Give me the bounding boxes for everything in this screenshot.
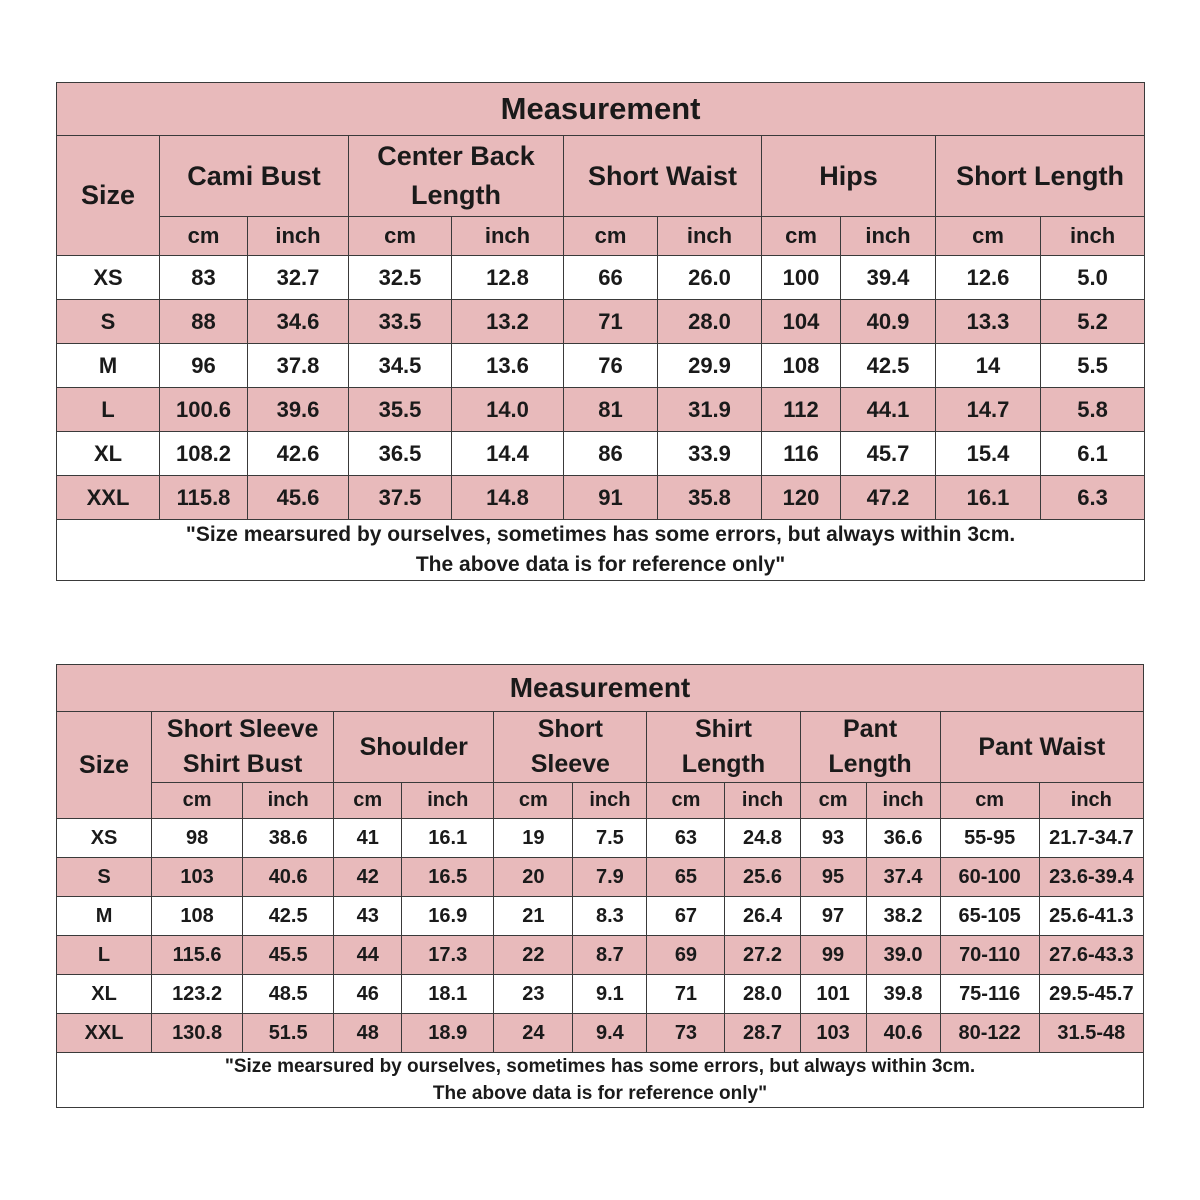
unit-header: cm xyxy=(160,217,248,256)
table-row xyxy=(57,388,1145,432)
value-cell: 18.9 xyxy=(402,1014,494,1053)
value-cell: 103 xyxy=(152,858,243,897)
table-row xyxy=(57,256,1145,300)
value-cell: 16.5 xyxy=(402,858,494,897)
value-cell: 71 xyxy=(564,300,658,344)
value-cell: 35.8 xyxy=(658,476,762,520)
value-cell: 39.6 xyxy=(248,388,349,432)
size-cell: L xyxy=(57,936,152,975)
size-cell: M xyxy=(57,344,160,388)
value-cell: 31.9 xyxy=(658,388,762,432)
unit-header: inch xyxy=(573,783,647,819)
unit-header: inch xyxy=(452,217,564,256)
value-cell: 42.6 xyxy=(248,432,349,476)
size-rows xyxy=(57,256,1145,520)
table-row xyxy=(57,975,1144,1014)
table-row xyxy=(57,476,1145,520)
value-cell: 32.7 xyxy=(248,256,349,300)
value-cell: 8.7 xyxy=(573,936,647,975)
value-cell: 28.0 xyxy=(658,300,762,344)
unit-header: cm xyxy=(564,217,658,256)
value-cell: 88 xyxy=(160,300,248,344)
value-cell: 65-105 xyxy=(940,897,1039,936)
value-cell: 32.5 xyxy=(349,256,452,300)
value-cell: 34.5 xyxy=(349,344,452,388)
table-row xyxy=(57,819,1144,858)
size-cell: XS xyxy=(57,819,152,858)
size-column-header: Size xyxy=(57,712,152,819)
value-cell: 42.5 xyxy=(841,344,936,388)
value-cell: 5.2 xyxy=(1041,300,1145,344)
size-chart-bottom xyxy=(56,664,1144,1108)
value-cell: 103 xyxy=(800,1014,866,1053)
unit-header: inch xyxy=(866,783,940,819)
unit-header: cm xyxy=(152,783,243,819)
value-cell: 14.0 xyxy=(452,388,564,432)
value-cell: 29.5-45.7 xyxy=(1039,975,1143,1014)
value-cell: 7.9 xyxy=(573,858,647,897)
value-cell: 37.5 xyxy=(349,476,452,520)
value-cell: 9.4 xyxy=(573,1014,647,1053)
chart-title: Measurement xyxy=(57,665,1144,712)
value-cell: 37.4 xyxy=(866,858,940,897)
table-row xyxy=(57,300,1145,344)
group-header-pant-length: Pant Length xyxy=(800,712,940,783)
value-cell: 14.4 xyxy=(452,432,564,476)
value-cell: 97 xyxy=(800,897,866,936)
group-header-short-sleeve-shirt-bust: Short Sleeve Shirt Bust xyxy=(152,712,334,783)
value-cell: 39.4 xyxy=(841,256,936,300)
value-cell: 12.8 xyxy=(452,256,564,300)
value-cell: 7.5 xyxy=(573,819,647,858)
table-row xyxy=(57,432,1145,476)
value-cell: 14.7 xyxy=(936,388,1041,432)
value-cell: 115.8 xyxy=(160,476,248,520)
value-cell: 95 xyxy=(800,858,866,897)
value-cell: 67 xyxy=(647,897,725,936)
group-header-hips: Hips xyxy=(762,136,936,217)
value-cell: 21 xyxy=(494,897,573,936)
group-header-short-length: Short Length xyxy=(936,136,1145,217)
value-cell: 120 xyxy=(762,476,841,520)
value-cell: 99 xyxy=(800,936,866,975)
value-cell: 25.6-41.3 xyxy=(1039,897,1143,936)
unit-header: cm xyxy=(334,783,402,819)
value-cell: 18.1 xyxy=(402,975,494,1014)
value-cell: 93 xyxy=(800,819,866,858)
unit-header: inch xyxy=(658,217,762,256)
value-cell: 73 xyxy=(647,1014,725,1053)
value-cell: 20 xyxy=(494,858,573,897)
group-header-center-back-length: Center Back Length xyxy=(349,136,564,217)
value-cell: 100 xyxy=(762,256,841,300)
disclaimer-note: "Size mearsured by ourselves, sometimes has some errors, but always within 3cm. The above data is for reference only" xyxy=(57,520,1145,581)
size-column-header: Size xyxy=(57,136,160,256)
value-cell: 98 xyxy=(152,819,243,858)
value-cell: 91 xyxy=(564,476,658,520)
value-cell: 81 xyxy=(564,388,658,432)
value-cell: 34.6 xyxy=(248,300,349,344)
size-cell: XXL xyxy=(57,476,160,520)
group-header-shoulder: Shoulder xyxy=(334,712,494,783)
value-cell: 29.9 xyxy=(658,344,762,388)
value-cell: 27.6-43.3 xyxy=(1039,936,1143,975)
unit-header: cm xyxy=(800,783,866,819)
value-cell: 24 xyxy=(494,1014,573,1053)
value-cell: 108 xyxy=(152,897,243,936)
unit-header: inch xyxy=(243,783,334,819)
value-cell: 48.5 xyxy=(243,975,334,1014)
unit-header: inch xyxy=(1039,783,1143,819)
value-cell: 33.5 xyxy=(349,300,452,344)
size-cell: XL xyxy=(57,432,160,476)
value-cell: 24.8 xyxy=(725,819,800,858)
unit-header: cm xyxy=(494,783,573,819)
value-cell: 33.9 xyxy=(658,432,762,476)
value-cell: 5.0 xyxy=(1041,256,1145,300)
value-cell: 26.4 xyxy=(725,897,800,936)
unit-header: inch xyxy=(402,783,494,819)
unit-header: inch xyxy=(248,217,349,256)
value-cell: 36.5 xyxy=(349,432,452,476)
unit-header: inch xyxy=(841,217,936,256)
value-cell: 23.6-39.4 xyxy=(1039,858,1143,897)
table-row xyxy=(57,936,1144,975)
table-row xyxy=(57,344,1145,388)
value-cell: 116 xyxy=(762,432,841,476)
value-cell: 19 xyxy=(494,819,573,858)
value-cell: 108.2 xyxy=(160,432,248,476)
value-cell: 16.1 xyxy=(402,819,494,858)
chart-title: Measurement xyxy=(57,83,1145,136)
size-rows xyxy=(57,819,1144,1053)
value-cell: 123.2 xyxy=(152,975,243,1014)
value-cell: 66 xyxy=(564,256,658,300)
value-cell: 23 xyxy=(494,975,573,1014)
value-cell: 5.8 xyxy=(1041,388,1145,432)
value-cell: 14.8 xyxy=(452,476,564,520)
value-cell: 28.0 xyxy=(725,975,800,1014)
table-row xyxy=(57,858,1144,897)
value-cell: 17.3 xyxy=(402,936,494,975)
value-cell: 44.1 xyxy=(841,388,936,432)
size-cell: XS xyxy=(57,256,160,300)
value-cell: 60-100 xyxy=(940,858,1039,897)
size-cell: L xyxy=(57,388,160,432)
value-cell: 39.0 xyxy=(866,936,940,975)
value-cell: 130.8 xyxy=(152,1014,243,1053)
group-header-pant-waist: Pant Waist xyxy=(940,712,1143,783)
value-cell: 65 xyxy=(647,858,725,897)
group-header-short-waist: Short Waist xyxy=(564,136,762,217)
value-cell: 14 xyxy=(936,344,1041,388)
value-cell: 83 xyxy=(160,256,248,300)
value-cell: 13.2 xyxy=(452,300,564,344)
value-cell: 45.7 xyxy=(841,432,936,476)
value-cell: 86 xyxy=(564,432,658,476)
value-cell: 47.2 xyxy=(841,476,936,520)
value-cell: 115.6 xyxy=(152,936,243,975)
value-cell: 42.5 xyxy=(243,897,334,936)
value-cell: 69 xyxy=(647,936,725,975)
value-cell: 40.6 xyxy=(866,1014,940,1053)
unit-header: cm xyxy=(349,217,452,256)
disclaimer-note: "Size mearsured by ourselves, sometimes has some errors, but always within 3cm. The above data is for reference only" xyxy=(57,1053,1144,1108)
unit-header: inch xyxy=(725,783,800,819)
unit-header: cm xyxy=(936,217,1041,256)
value-cell: 35.5 xyxy=(349,388,452,432)
value-cell: 42 xyxy=(334,858,402,897)
value-cell: 63 xyxy=(647,819,725,858)
value-cell: 70-110 xyxy=(940,936,1039,975)
value-cell: 38.2 xyxy=(866,897,940,936)
value-cell: 16.1 xyxy=(936,476,1041,520)
size-cell: XXL xyxy=(57,1014,152,1053)
value-cell: 100.6 xyxy=(160,388,248,432)
table-row xyxy=(57,897,1144,936)
value-cell: 80-122 xyxy=(940,1014,1039,1053)
value-cell: 40.9 xyxy=(841,300,936,344)
value-cell: 75-116 xyxy=(940,975,1039,1014)
value-cell: 45.6 xyxy=(248,476,349,520)
value-cell: 36.6 xyxy=(866,819,940,858)
size-chart-top xyxy=(56,82,1145,581)
value-cell: 37.8 xyxy=(248,344,349,388)
value-cell: 43 xyxy=(334,897,402,936)
value-cell: 13.6 xyxy=(452,344,564,388)
value-cell: 112 xyxy=(762,388,841,432)
value-cell: 16.9 xyxy=(402,897,494,936)
value-cell: 27.2 xyxy=(725,936,800,975)
value-cell: 40.6 xyxy=(243,858,334,897)
value-cell: 41 xyxy=(334,819,402,858)
value-cell: 108 xyxy=(762,344,841,388)
value-cell: 6.3 xyxy=(1041,476,1145,520)
value-cell: 12.6 xyxy=(936,256,1041,300)
group-header-short-sleeve: Short Sleeve xyxy=(494,712,647,783)
value-cell: 28.7 xyxy=(725,1014,800,1053)
value-cell: 45.5 xyxy=(243,936,334,975)
value-cell: 39.8 xyxy=(866,975,940,1014)
unit-header: cm xyxy=(647,783,725,819)
size-cell: S xyxy=(57,858,152,897)
value-cell: 6.1 xyxy=(1041,432,1145,476)
value-cell: 26.0 xyxy=(658,256,762,300)
value-cell: 44 xyxy=(334,936,402,975)
table-row xyxy=(57,1014,1144,1053)
value-cell: 101 xyxy=(800,975,866,1014)
value-cell: 31.5-48 xyxy=(1039,1014,1143,1053)
value-cell: 71 xyxy=(647,975,725,1014)
group-header-cami-bust: Cami Bust xyxy=(160,136,349,217)
size-cell: M xyxy=(57,897,152,936)
value-cell: 96 xyxy=(160,344,248,388)
value-cell: 9.1 xyxy=(573,975,647,1014)
value-cell: 51.5 xyxy=(243,1014,334,1053)
value-cell: 15.4 xyxy=(936,432,1041,476)
value-cell: 76 xyxy=(564,344,658,388)
value-cell: 38.6 xyxy=(243,819,334,858)
value-cell: 46 xyxy=(334,975,402,1014)
group-header-shirt-length: Shirt Length xyxy=(647,712,800,783)
value-cell: 5.5 xyxy=(1041,344,1145,388)
value-cell: 13.3 xyxy=(936,300,1041,344)
unit-header: cm xyxy=(762,217,841,256)
value-cell: 55-95 xyxy=(940,819,1039,858)
value-cell: 22 xyxy=(494,936,573,975)
value-cell: 21.7-34.7 xyxy=(1039,819,1143,858)
value-cell: 8.3 xyxy=(573,897,647,936)
value-cell: 104 xyxy=(762,300,841,344)
size-cell: XL xyxy=(57,975,152,1014)
unit-header: cm xyxy=(940,783,1039,819)
size-cell: S xyxy=(57,300,160,344)
value-cell: 25.6 xyxy=(725,858,800,897)
unit-header: inch xyxy=(1041,217,1145,256)
value-cell: 48 xyxy=(334,1014,402,1053)
